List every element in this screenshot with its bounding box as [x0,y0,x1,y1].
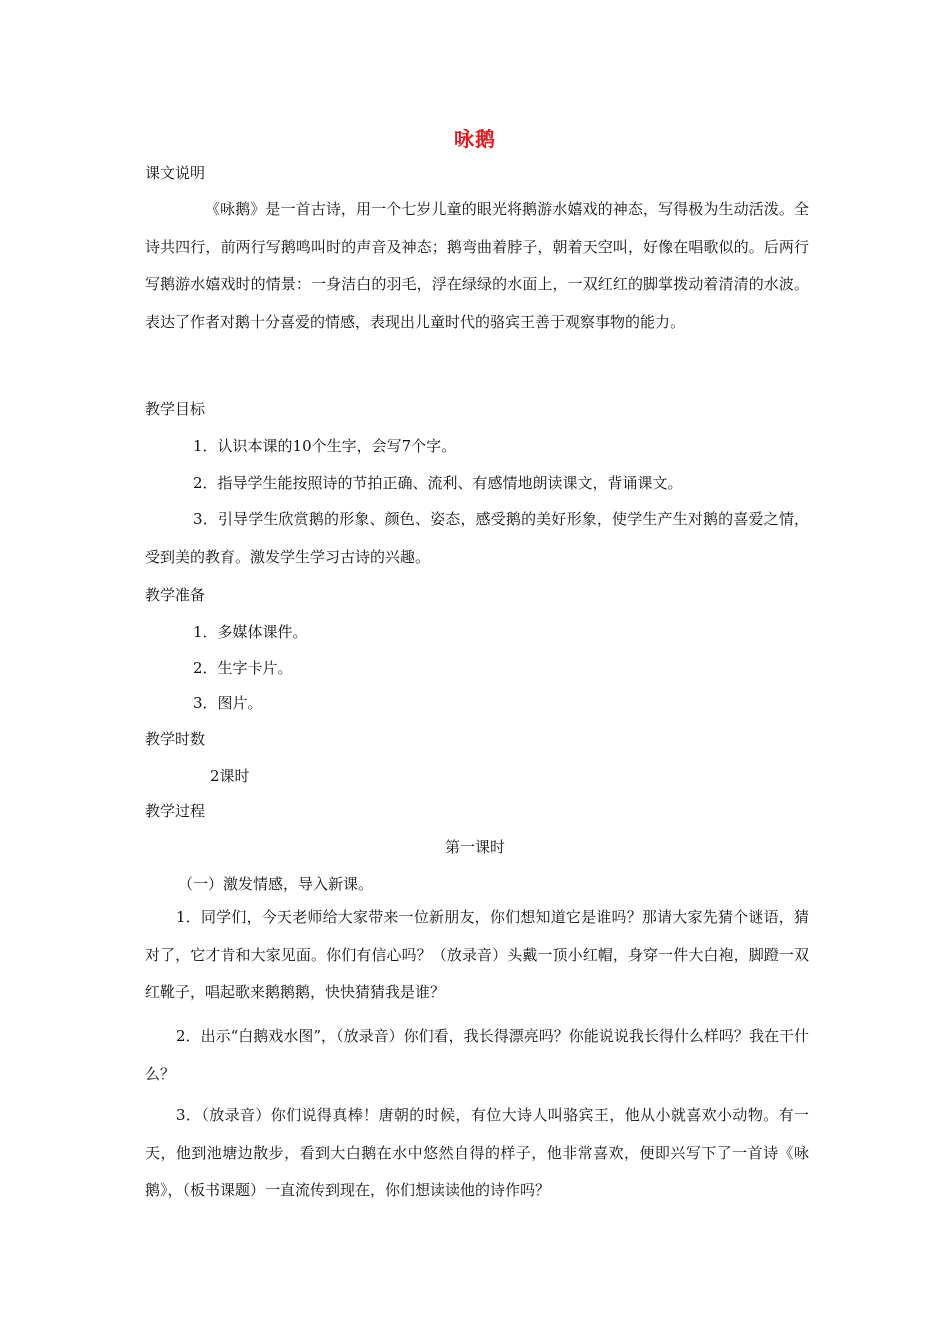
heading-process: 教学过程 [145,802,206,820]
lesson-title: 第一课时 [444,838,505,856]
hours-value: 2课时 [210,767,250,785]
goal-item: 2．指导学生能按照诗的节拍正确、流利、有感情地朗读课文，背诵课文。 [193,474,683,492]
paragraph-explanation: 《咏鹅》是一首古诗，用一个七岁儿童的眼光将鹅游水嬉戏的神态，写得极为生动活泼。全诗共四行，前两行写鹅鸣叫时的声音及神态；鹅弯曲着脖子，朝着天空叫，好像在唱歌似的。后两行写鹅游水嬉戏时的情景：一身洁白的羽毛，浮在绿绿的水面上，一双红红的脚掌拨动着清清的水波。表达了作者对鹅十分喜爱的情感，表现出儿童时代的骆宾王善于观察事物的能力。 [145,200,809,331]
page-title: 咏鹅 [454,127,496,151]
goal-item: 1．认识本课的10个生字，会写7个字。 [193,437,457,455]
heading-preparation: 教学准备 [145,586,206,604]
heading-hours: 教学时数 [145,730,206,748]
goal-item: 3．引导学生欣赏鹅的形象、颜色、姿态，感受鹅的美好形象，使学生产生对鹅的喜爱之情，受到美的教育。激发学生学习古诗的兴趣。 [145,510,809,566]
heading-goals: 教学目标 [145,400,206,418]
process-item: 3．（放录音）你们说得真棒！唐朝的时候，有位大诗人叫骆宾王，他从小就喜欢小动物。有一天，他到池塘边散步，看到大白鹅在水中悠然自得的样子，他非常喜欢，便即兴写下了一首诗《咏鹅》，（板书课题）一直流传到现在，你们想读读他的诗作吗？ [145,1106,809,1199]
preparation-item: 1．多媒体课件。 [193,623,308,641]
step-title: （一）激发情感，导入新课。 [178,875,374,893]
preparation-item: 2．生字卡片。 [193,659,293,677]
heading-explanation: 课文说明 [145,164,206,182]
process-item: 2．出示“白鹅戏水图”，（放录音）你们看，我长得漂亮吗？你能说说我长得什么样吗？我在干什么？ [145,1027,809,1083]
preparation-item: 3．图片。 [193,694,263,712]
process-item: 1．同学们，今天老师给大家带来一位新朋友，你们想知道它是谁吗？那请大家先猜个谜语，猜对了，它才肯和大家见面。你们有信心吗？（放录音）头戴一顶小红帽，身穿一件大白袍，脚蹬一双红靴子，唱起歌来鹅鹅鹅，快快猜猜我是谁？ [145,908,809,1001]
